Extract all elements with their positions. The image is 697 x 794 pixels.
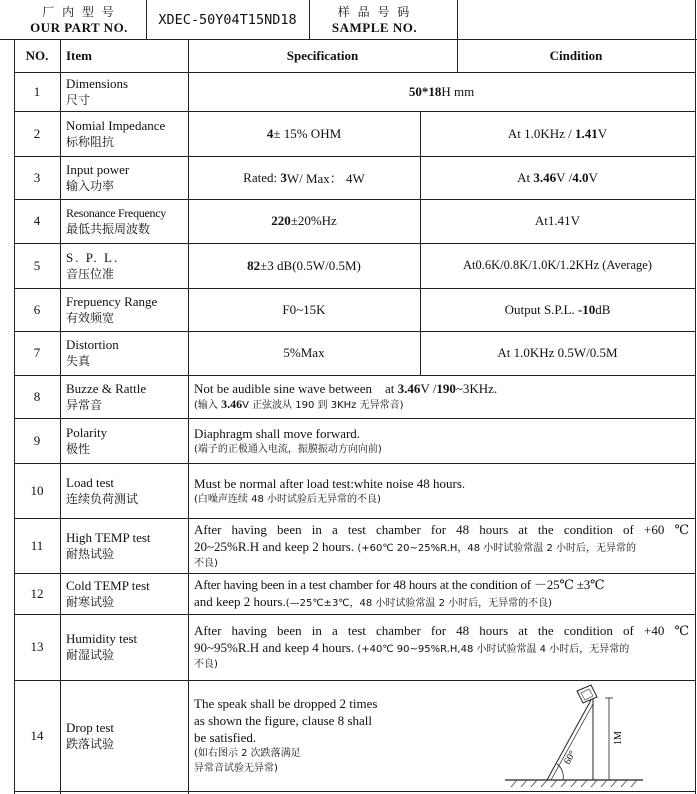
spec-note: 异常音试验无异常) (194, 763, 278, 774)
spec-cell (188, 72, 695, 111)
sample-no-value (458, 0, 695, 39)
spec-cell (188, 199, 420, 243)
row-no: 6 (33, 301, 41, 317)
item-en: Dimensions (66, 75, 129, 91)
spec-cell (188, 463, 695, 518)
spec-note: (端子的正极通入电流，振膜振动方向向前) (194, 443, 382, 455)
item-en: Input power (66, 161, 130, 177)
spec-line: Diaphragm shall move forward. (194, 425, 361, 441)
spec-cell: F0~15K (282, 301, 326, 317)
spec-text: Rated: (243, 169, 281, 185)
item-cell (60, 243, 188, 288)
item-zh: 跌落试验 (66, 736, 115, 751)
item-en: Buzze & Rattle (66, 380, 147, 396)
item-en: Drop test (66, 719, 115, 735)
part-label-en: OUR PART NO. (30, 19, 128, 35)
cond-text: dB (595, 301, 611, 317)
row-no: 12 (30, 585, 44, 601)
spec-cell (188, 518, 695, 573)
item-zh: 最低共振周波数 (66, 222, 151, 236)
item-cell (60, 199, 188, 243)
item-cell (60, 614, 188, 680)
spec-line: Must be normal after load test:white noise 48 hours. (194, 475, 466, 491)
spec-cell (188, 680, 428, 791)
spec-note: (+60℃ 20~25%R.H，48 小时试验常温 2 小时后，无异常的 (357, 542, 637, 554)
spec-cell: 5%Max (283, 345, 325, 360)
spec-value: H mm (441, 83, 475, 99)
height-label: 1M (613, 731, 624, 745)
cond-text: V / (556, 169, 573, 185)
spec-note: 不良) (194, 659, 218, 670)
cond-cell (420, 156, 695, 199)
speaker-block (577, 685, 597, 703)
item-zh: 输入功率 (66, 178, 115, 193)
item-en: Humidity test (66, 631, 138, 646)
row-no: 10 (30, 482, 44, 498)
spec-cell (188, 111, 420, 156)
spec-value-bold: 50*18 (408, 83, 442, 99)
spec-value-bold: 4 (266, 125, 274, 141)
row-no: 8 (33, 388, 41, 404)
item-en: Load test (66, 474, 115, 490)
item-cell (60, 111, 188, 156)
spec-line: After having been in a test chamber for 48 hours at the condition of +40 ℃ (194, 623, 689, 638)
item-cell (60, 288, 188, 331)
ground-hatch (511, 780, 637, 787)
item-en: Distortion (66, 337, 119, 352)
sample-label-cn: 样 品 号 码 (337, 4, 412, 19)
item-zh: 连续负荷测试 (66, 491, 139, 506)
spec-line: as shown the figure, clause 8 shall (194, 713, 372, 728)
item-en: Polarity (66, 424, 108, 440)
spec-line (194, 593, 689, 611)
cond-text: At (517, 169, 534, 185)
spec-line: be satisfied. (194, 730, 257, 745)
spec-line: The speak shall be dropped 2 times (194, 696, 378, 711)
spec-value-bold: 82 (247, 257, 261, 273)
item-zh: 耐寒试验 (66, 594, 115, 609)
item-en: Cold TEMP test (66, 577, 150, 593)
spec-bold: 3.46 (221, 397, 243, 411)
spec-text: 20~25%R.H and keep 2 hours. (194, 538, 355, 554)
item-en: High TEMP test (66, 529, 151, 545)
spec-line: After having been in a test chamber for 48 hours at the condition of －25℃ ±3℃ (194, 577, 605, 592)
item-cell (60, 518, 188, 573)
item-zh: 尺寸 (66, 92, 91, 107)
item-en: Nomial Impedance (66, 117, 166, 133)
row-no: 3 (33, 169, 41, 185)
row-no: 14 (30, 727, 44, 743)
cond-bold: 4.0 (572, 169, 589, 185)
spec-line: After having been in a test chamber for 48 hours at the condition of +60 ℃ (194, 521, 689, 537)
item-en: Frepuency Range (66, 293, 158, 309)
spec-cell (188, 156, 420, 199)
item-cell (60, 680, 188, 791)
spec-note: (如右图示 2 次跌落满足 (194, 748, 301, 759)
cond-cell: At1.41V (534, 213, 581, 228)
spec-value: ± 15% OHM (273, 125, 342, 141)
cond-cell: At 1.0KHz 0.5W/0.5M (497, 345, 618, 360)
item-cell (60, 72, 188, 111)
item-cell (60, 156, 188, 199)
sample-label-en: SAMPLE NO. (331, 19, 418, 35)
part-no-value: XDEC-50Y04T15ND18 (158, 11, 297, 28)
angle-arc (557, 764, 563, 780)
item-zh: 耐湿试验 (66, 648, 115, 662)
spec-value: W/ Max： 4W (286, 171, 365, 186)
sample-label (312, 3, 437, 37)
col-header-spec: Specification (286, 47, 359, 63)
item-cell (60, 331, 188, 375)
spec-note-text: (输入 (194, 400, 222, 411)
spec-note (194, 397, 689, 413)
spec-text: ~3KHz. (455, 381, 498, 396)
cond-cell: At0.6K/0.8K/1.0K/1.2KHz (Average) (463, 258, 652, 272)
angle-label: 60° (562, 748, 579, 767)
item-zh: 音压位准 (66, 266, 115, 281)
incline-line (547, 700, 591, 780)
item-cell (60, 463, 188, 518)
spec-text: V / (420, 381, 437, 396)
part-label (14, 3, 144, 37)
item-cell (60, 375, 188, 418)
row-no: 1 (33, 83, 41, 99)
item-cell (60, 573, 188, 614)
item-en: Resonance Frequency (66, 206, 166, 220)
spec-note-text: V 正弦波从 190 到 3KHz 无异常音) (242, 400, 404, 411)
cond-text: V (597, 125, 608, 141)
spec-value: ±3 dB(0.5W/0.5M) (260, 257, 361, 273)
spec-cell (188, 418, 695, 463)
item-zh: 失真 (66, 354, 91, 368)
spec-value-bold: 220 (271, 213, 291, 228)
item-en: S. P. L. (66, 249, 120, 265)
spec-line (194, 639, 689, 657)
cond-cell (420, 288, 695, 331)
spec-cell (188, 614, 695, 680)
item-zh: 有效频宽 (66, 310, 115, 325)
spec-text: 90~95%R.H and keep 4 hours. (194, 640, 355, 655)
item-zh: 异常音 (66, 397, 103, 412)
col-header-item: Item (66, 47, 92, 63)
item-cell (60, 418, 188, 463)
spec-cell (188, 243, 420, 288)
spec-text: and keep 2 hours. (194, 594, 286, 609)
spec-note: (—25℃±3℃，48 小时试验常温 2 小时后，无异常的不良) (285, 598, 553, 609)
spec-line (194, 380, 689, 397)
spec-text: Not be audible sine wave between at (194, 381, 398, 396)
col-header-no: NO. (25, 47, 49, 63)
cond-bold: 1.41 (575, 125, 598, 141)
item-zh: 极性 (66, 441, 91, 456)
row-no: 13 (30, 639, 44, 654)
incline-line-inner (551, 704, 593, 780)
cond-text: At 1.0KHz / (507, 125, 572, 141)
cond-text: V (588, 169, 598, 185)
spec-cell (188, 375, 695, 418)
spec-cell (188, 573, 695, 614)
spec-value-bold: 3 (280, 169, 287, 185)
drop-test-figure (505, 683, 645, 789)
cond-bold: 3.46 (533, 169, 557, 185)
cond-text: Output S.P.L. (504, 301, 578, 317)
item-zh: 标称阻抗 (66, 134, 115, 149)
row-no: 9 (33, 432, 41, 448)
col-header-cond: Cindition (549, 47, 603, 63)
spec-note: (+40℃ 90~95%R.H,48 小时试验常温 4 小时后，无异常的 (357, 644, 630, 655)
spec-note: 不良) (194, 557, 218, 569)
row-no: 7 (33, 345, 41, 360)
row-no: 2 (33, 125, 41, 141)
part-label-cn: 厂 内 型 号 (42, 4, 116, 19)
spec-bold: 3.46 (397, 381, 421, 396)
item-zh: 耐热试验 (66, 546, 115, 561)
spec-line (194, 538, 689, 556)
spec-bold: 190 (436, 381, 456, 396)
cond-cell (420, 111, 695, 156)
row-no: 4 (33, 213, 41, 228)
row-no: 5 (33, 257, 41, 273)
spec-note: (白噪声连续 48 小时试验后无异常的不良) (194, 493, 381, 505)
spec-value: ±20%Hz (290, 213, 337, 228)
cond-bold: -10 (577, 301, 596, 317)
row-no: 11 (30, 537, 44, 553)
